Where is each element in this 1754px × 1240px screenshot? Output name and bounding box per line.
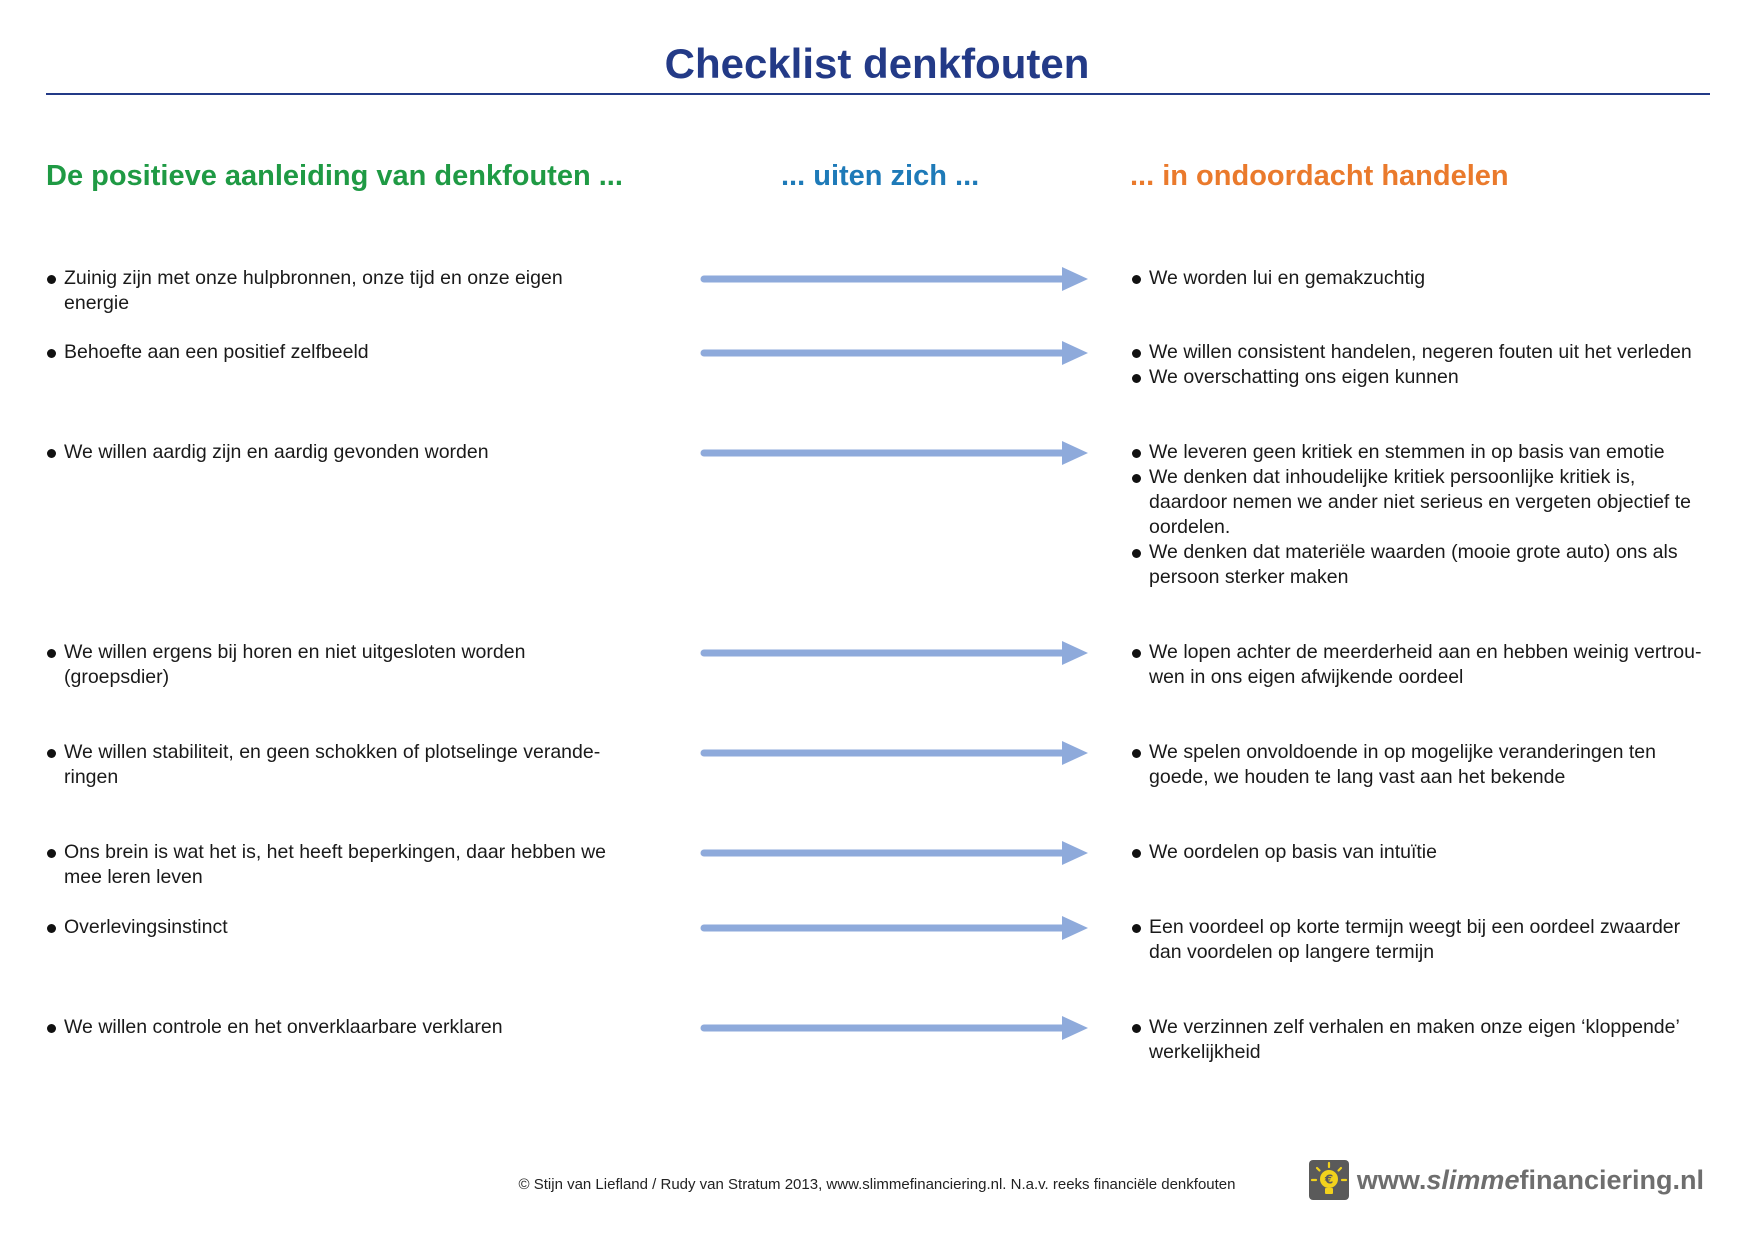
- cause-item: We willen controle en het onverklaarbare verklaren: [46, 1015, 616, 1040]
- right-arrow-icon: [700, 740, 1090, 766]
- right-arrow-icon: [700, 915, 1090, 941]
- effect-item: We spelen onvoldoende in op mogelijke veranderingen ten goede, we houden te lang vast aan het bekende: [1131, 740, 1716, 790]
- right-arrow-icon: [700, 266, 1090, 292]
- cause-item: Overlevingsinstinct: [46, 915, 616, 940]
- cause-list: [46, 640, 616, 690]
- cause-list: [46, 740, 616, 790]
- effect-item: We oordelen op basis van intuïtie: [1131, 840, 1716, 865]
- right-arrow-icon: [700, 340, 1090, 366]
- column-heading-expression: ... uiten zich ...: [781, 160, 980, 192]
- right-arrow-icon: [700, 1015, 1090, 1041]
- effect-list: [1131, 440, 1716, 590]
- right-arrow-icon: [700, 640, 1090, 666]
- effect-item: We denken dat materiële waarden (mooie grote auto) ons als persoon sterker maken: [1131, 540, 1716, 590]
- cause-item: Ons brein is wat het is, het heeft beperkingen, daar hebben we mee leren leven: [46, 840, 616, 890]
- cause-item: We willen ergens bij horen en niet uitgesloten worden (groepsdier): [46, 640, 616, 690]
- cause-list: [46, 440, 616, 465]
- effect-item: We lopen achter de meerderheid aan en hebben weinig vertrou-wen in ons eigen afwijkende oordeel: [1131, 640, 1716, 690]
- effect-list: [1131, 840, 1716, 865]
- cause-item: We willen stabiliteit, en geen schokken of plotselinge verande-ringen: [46, 740, 616, 790]
- effect-list: [1131, 915, 1716, 965]
- right-arrow-icon: [700, 440, 1090, 466]
- effect-item: Een voordeel op korte termijn weegt bij een oordeel zwaarder dan voordelen op langere termijn: [1131, 915, 1716, 965]
- effect-list: [1131, 640, 1716, 690]
- effect-item: We overschatting ons eigen kunnen: [1131, 365, 1716, 390]
- column-heading-actions: ... in ondoordacht handelen: [1130, 160, 1509, 192]
- effect-item: We willen consistent handelen, negeren fouten uit het verleden: [1131, 340, 1716, 365]
- cause-list: [46, 840, 616, 890]
- effect-list: [1131, 740, 1716, 790]
- cause-list: [46, 915, 616, 940]
- page-title: Checklist denkfouten: [664, 40, 1090, 87]
- effect-list: [1131, 340, 1716, 390]
- lightbulb-euro-logo-icon: [1309, 1160, 1349, 1200]
- title-divider: [46, 93, 1710, 95]
- brand-url: www.slimmefinanciering.nl: [1356, 1164, 1704, 1195]
- brand-logo: [1309, 1158, 1704, 1202]
- effect-item: We denken dat inhoudelijke kritiek persoonlijke kritiek is, daardoor nemen we ander niet serieus en vergeten objectief te oordelen.: [1131, 465, 1716, 540]
- cause-list: [46, 340, 616, 365]
- cause-list: [46, 1015, 616, 1040]
- column-heading-causes: De positieve aanleiding van denkfouten ...: [46, 160, 623, 192]
- cause-item: Behoefte aan een positief zelfbeeld: [46, 340, 616, 365]
- copyright-notice: © Stijn van Liefland / Rudy van Stratum 2013, www.slimmefinanciering.nl. N.a.v. reeks financiële denkfouten: [518, 1176, 1236, 1193]
- effect-item: We worden lui en gemakzuchtig: [1131, 266, 1716, 291]
- effect-list: [1131, 266, 1716, 291]
- right-arrow-icon: [700, 840, 1090, 866]
- effect-item: We leveren geen kritiek en stemmen in op basis van emotie: [1131, 440, 1716, 465]
- svg-text:€: €: [1324, 1172, 1334, 1187]
- effect-item: We verzinnen zelf verhalen en maken onze eigen ‘kloppende’ werkelijkheid: [1131, 1015, 1716, 1065]
- cause-item: Zuinig zijn met onze hulpbronnen, onze tijd en onze eigen energie: [46, 266, 616, 316]
- cause-item: We willen aardig zijn en aardig gevonden worden: [46, 440, 616, 465]
- effect-list: [1131, 1015, 1716, 1065]
- cause-list: [46, 266, 616, 316]
